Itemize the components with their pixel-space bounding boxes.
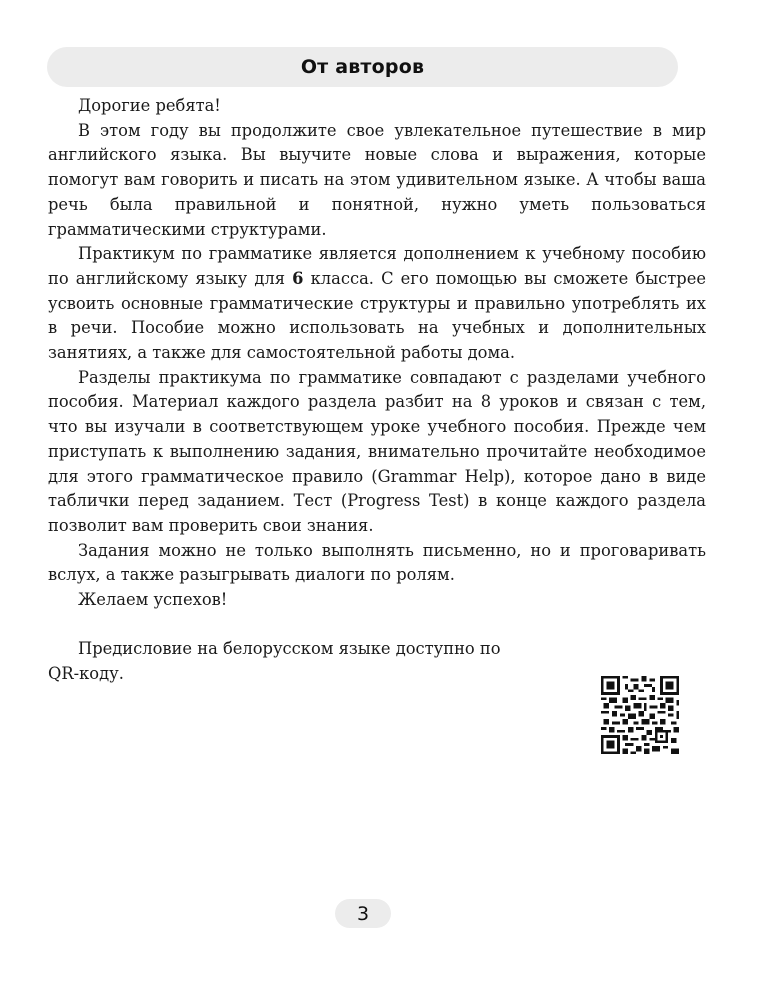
greeting: Дорогие ребята!: [78, 96, 221, 115]
qr-note: Предисловие на белорусском языке доступно по QR-коду.: [48, 639, 501, 684]
paragraph-sections: Разделы практикума по грамматике совпадают с разделами учебного пособия. Материал каждого раздела разбит на 8 уроков и связан с тем, что вы изучали в соответствующем уроке учебного пособия. Прежде чем приступать к выполнению задания, внимательно прочитайте необходимое для этого грамматическое правило (Grammar Help), которое дано в виде таблички перед заданием. Тест (Progress Test) в конце каждого раздела позволит вам проверить свои знания.: [48, 367, 706, 535]
section-header: [47, 47, 678, 87]
closing-wish: Желаем успехов!: [78, 590, 228, 610]
page-title: От авторов: [300, 56, 425, 78]
grade-number: 6: [292, 268, 304, 288]
qr-code-icon[interactable]: [601, 676, 679, 754]
preface-body: [48, 94, 706, 687]
paragraph-intro: В этом году вы продолжите свое увлекательное путешествие в мир английского языка. Вы выучите новые слова и выражения, которые помогут вам говорить и писать на этом удивительном языке. А чтобы ваша речь была правильной и понятной, нужно уметь пользоваться грамматическими структурами.: [48, 120, 706, 239]
spacer: [48, 613, 706, 638]
paragraph-practicum: Практикум по грамматике является дополнением к учебному пособию по английскому языку для 6 класса. С его помощью вы сможете быстрее усвоить основные грамматические структуры и правильно употреблять их в речи. Пособие можно использовать на учебных и дополнительных занятиях, а также для самостоятельной работы дома.: [48, 244, 706, 363]
paragraph-tasks: Задания можно не только выполнять письменно, но и проговаривать вслух, а также разыгрывать диалоги по ролям.: [48, 540, 706, 585]
page-number: 3: [335, 899, 391, 928]
